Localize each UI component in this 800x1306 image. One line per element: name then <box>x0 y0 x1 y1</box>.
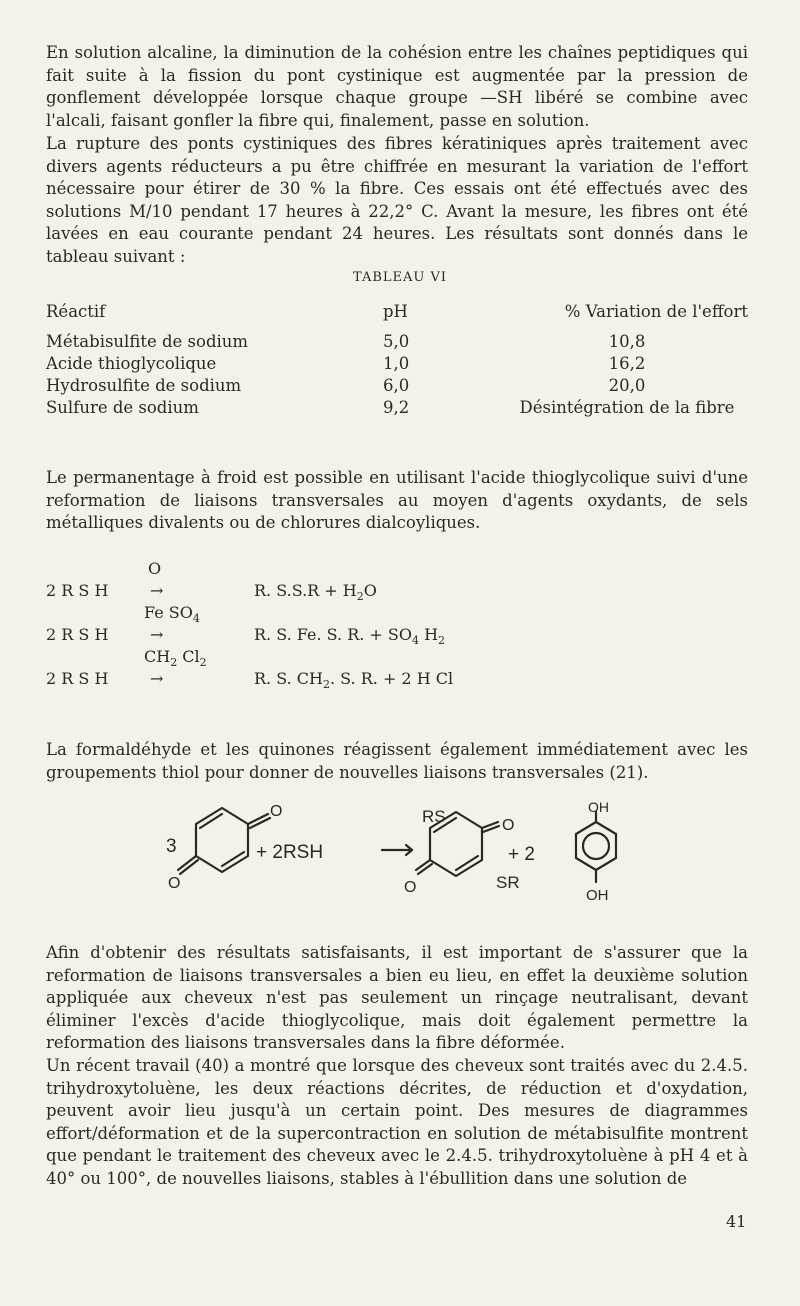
equation-left: 2 R S H <box>46 625 109 644</box>
carbonyl-bond <box>248 814 268 824</box>
hydroxyl-top: OH <box>588 800 609 815</box>
reaction-arrow: → <box>150 581 164 600</box>
reagent-iron-sulfate: Fe $SO_4$ <box>144 603 200 626</box>
cell-variation: Désintégration de la fibre <box>519 398 735 417</box>
table-row <box>46 332 748 354</box>
cell-variation: 16,2 <box>608 354 646 373</box>
rs-substituent: RS <box>422 807 446 826</box>
carbonyl-oxygen: O <box>502 817 515 834</box>
equation-left: 2 R S H <box>46 581 109 600</box>
plus-two: + 2 <box>508 844 535 865</box>
equation-right: R. S. $CH_2$. S. R. + 2 H Cl <box>254 669 454 692</box>
paragraph-cold-perm: Le permanentage à froid est possible en utilisant l'acide thioglycolique suivi d'une reformation de liaisons transversales au moyen d'agents oxydants, de sels métalliques divalents ou de chlorures dialcoyliques. <box>46 468 748 533</box>
equation-right: R. S. Fe. S. R. + $SO_4$ $H_2$ <box>254 625 446 648</box>
carbonyl-oxygen: O <box>404 879 417 896</box>
cell-reactif: Hydrosulfite de sodium <box>46 376 242 395</box>
equation-right: R. $S.S.R + H_2O$ <box>254 581 377 604</box>
carbonyl-bond <box>416 860 430 870</box>
cell-variation: 20,0 <box>608 376 646 395</box>
paragraph-recent-work: Un récent travail (40) a montré que lorsque des cheveux sont traités avec du 2.4.5. trihydroxytoluène, les deux réactions décrites, de réduction et d'oxydation, peuvent avoir lieu jusqu'à un certain point. Des mesures de diagrammes effort/déformation et de la supercontraction en solution de métabisulfite montrent que pendant le traitement des cheveux avec le 2.4.5. trihydroxytoluène à pH 4 et à 40° ou 100°, de nouvelles liaisons, stables à l'ébullition dans une solution de <box>46 1056 748 1188</box>
carbonyl-bond <box>418 864 432 874</box>
carbonyl-oxygen: O <box>270 803 283 820</box>
reaction-arrow: → <box>150 669 164 688</box>
reagent-dichloromethane: $CH_2$ $Cl_2$ <box>144 647 207 670</box>
cell-reactif: Sulfure de sodium <box>46 398 199 417</box>
sr-substituent: SR <box>496 873 520 892</box>
table-header-row <box>46 302 748 324</box>
table-row <box>46 398 748 420</box>
equation-left: 2 R S H <box>46 669 109 688</box>
ring-double-bond <box>200 814 222 828</box>
reagent-oxygen: O <box>148 559 162 578</box>
plus-thiol-reagent: + 2RSH <box>256 842 324 863</box>
hydroxyl-bottom: OH <box>586 887 609 904</box>
aromatic-circle <box>583 833 609 859</box>
cell-ph: 5,0 <box>383 332 410 351</box>
header-variation: % Variation de l'effort <box>564 302 748 321</box>
coefficient-three: 3 <box>166 836 177 857</box>
paragraph-cystine-bridge-rupture: La rupture des ponts cystiniques des fibres kératiniques après traitement avec divers agents réducteurs a pu être chiffrée en mesurant la variation de l'effort nécessaire pour étirer de 30 % la fibre. Ces essais ont été effectués avec des solutions M/10 pendant 17 heures à 22,2° C. Avant la mesure, les fibres ont été lavées en eau courante pendant 24 heures. Les résultats sont donnés dans le tableau suivant : <box>46 134 748 266</box>
cell-variation: 10,8 <box>608 332 646 351</box>
reaction-arrow: → <box>150 625 164 644</box>
ring-double-bond <box>222 852 244 866</box>
table-row <box>46 354 748 376</box>
header-ph: pH <box>383 302 408 321</box>
cell-ph: 9,2 <box>383 398 410 417</box>
table-title: TABLEAU VI <box>352 270 448 285</box>
paragraph-formaldehyde-quinones: La formaldéhyde et les quinones réagissent également immédiatement avec les groupements thiol pour donner de nouvelles liaisons transversales (21). <box>46 740 748 782</box>
table-row <box>46 376 748 398</box>
quinone-ring <box>196 808 248 872</box>
paragraph-alkaline-solution: En solution alcaline, la diminution de la cohésion entre les chaînes peptidiques qui fait suite à la fission du pont cystinique est augmentée par la pression de gonflement développée lorsque chaque groupe —SH libéré se combine avec l'alcali, faisant gonfler la fibre qui, finalement, passe en solution. <box>46 43 748 130</box>
cell-ph: 6,0 <box>383 376 410 395</box>
carbonyl-bond <box>250 818 270 828</box>
ring-double-bond <box>456 856 478 870</box>
page-number: 41 <box>726 1212 747 1231</box>
cell-reactif: Métabisulfite de sodium <box>46 332 249 351</box>
carbonyl-oxygen: O <box>168 875 181 892</box>
quinone-reaction-scheme <box>160 800 640 920</box>
cell-ph: 1,0 <box>383 354 410 373</box>
paragraph-satisfactory-results: Afin d'obtenir des résultats satisfaisants, il est important de s'assurer que la reformation de liaisons transversales a bien eu lieu, en effet la deuxième solution appliquée aux cheveux n'est pas seulement un rinçage neutralisant, devant éliminer l'excès d'acide thioglycolique, mais doit également permettre la reformation des liaisons transversales dans la fibre déformée. <box>46 943 748 1053</box>
header-reactif: Réactif <box>46 302 106 321</box>
cell-reactif: Acide thioglycolique <box>46 354 217 373</box>
